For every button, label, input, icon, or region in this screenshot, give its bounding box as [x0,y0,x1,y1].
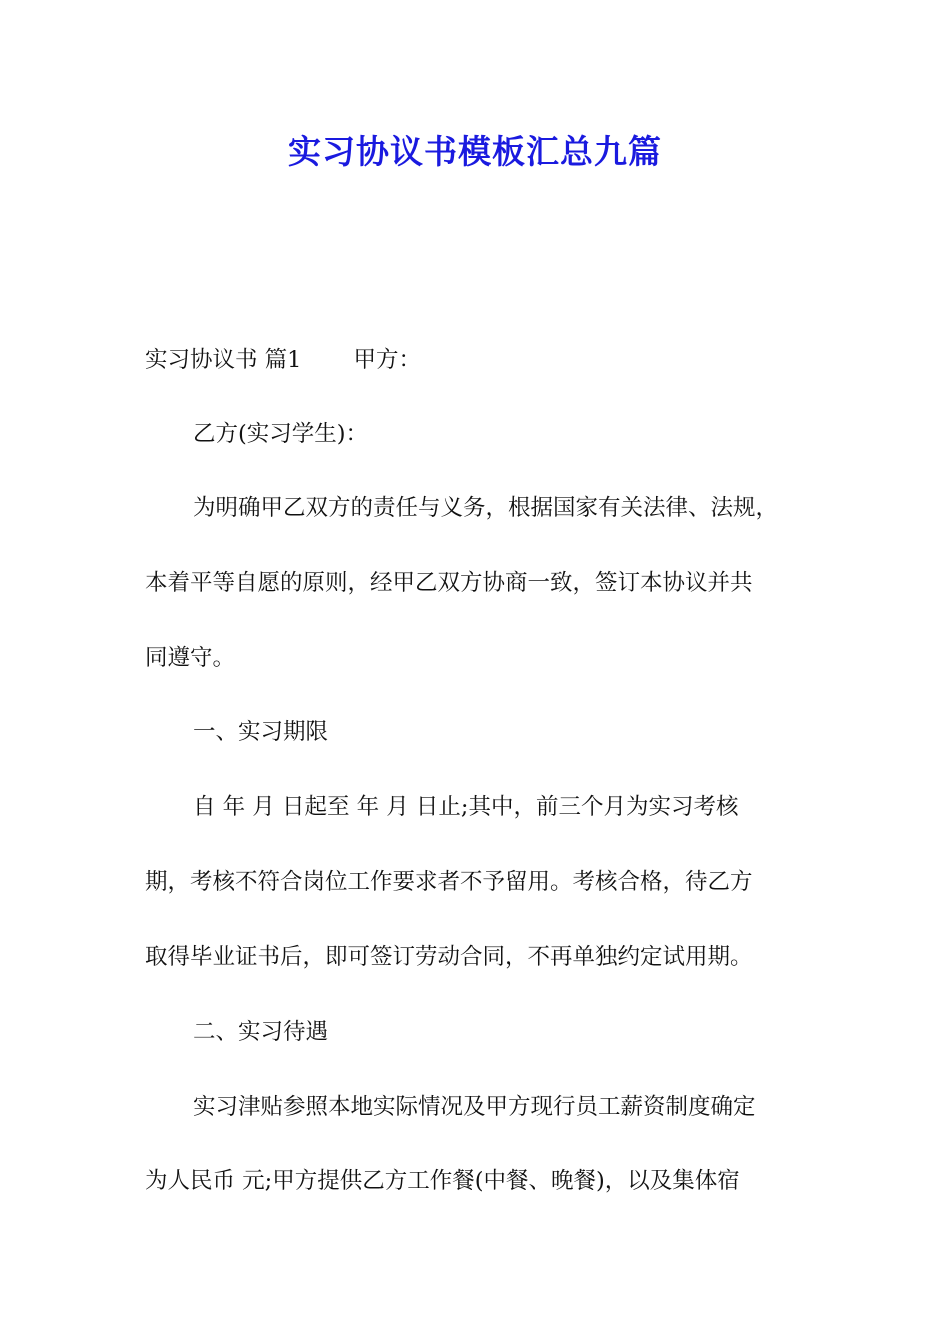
intro-line-1: 为明确甲乙双方的责任与义务，根据国家有关法律、法规， [193,495,779,521]
party-b-label: 乙方(实习学生)： [193,421,369,447]
section-1-title: 一、实习期限 [193,719,329,745]
agreement-heading: 实习协议书 篇1 [145,347,302,373]
intro-line-2: 本着平等自愿的原则，经甲乙双方协商一致，签订本协议并共 [145,570,753,596]
section-1-line-3: 取得毕业证书后，即可签订劳动合同，不再单独约定试用期。 [145,944,753,970]
heading-line [145,340,421,380]
section-2-line-1: 实习津贴参照本地实际情况及甲方现行员工薪资制度确定 [193,1094,756,1120]
section-1-line-2: 期，考核不符合岗位工作要求者不予留用。考核合格，待乙方 [145,869,753,895]
document-title: 实习协议书模板汇总九篇 [288,132,662,171]
section-2-line-2: 为人民币 元;甲方提供乙方工作餐(中餐、晚餐)，以及集体宿 [145,1168,740,1194]
section-2-title: 二、实习待遇 [193,1019,329,1045]
intro-line-3: 同遵守。 [145,645,236,671]
party-a-label: 甲方： [353,347,421,373]
section-1-line-1: 自 年 月 日起至 年 月 日止;其中，前三个月为实习考核 [193,794,739,820]
